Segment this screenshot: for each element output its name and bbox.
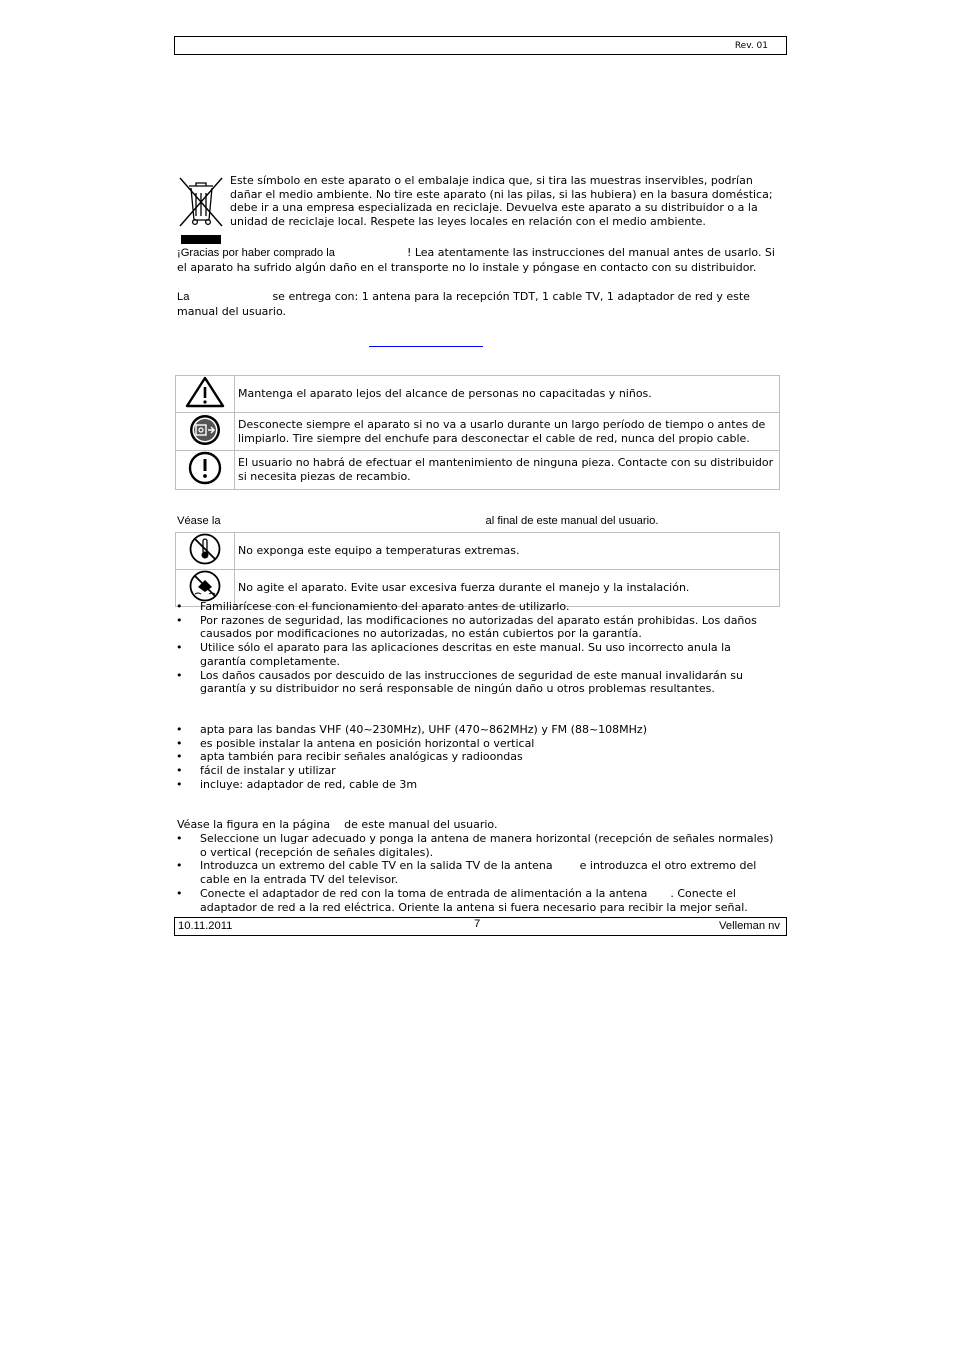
table-row xyxy=(176,451,780,490)
delivery-text-pre: La xyxy=(177,291,190,303)
environment-text: No exponga este equipo a temperaturas extremas. xyxy=(235,533,780,570)
features-list xyxy=(175,723,777,792)
thanks-text-pre: ¡Gracias por haber comprado la xyxy=(177,247,335,259)
page-number: 7 xyxy=(474,918,481,930)
table-row xyxy=(176,413,780,451)
delivery-text-post: se entrega con: 1 antena para la recepción TDT, 1 cable TV, 1 adaptador de red y este manual del usuario. xyxy=(177,290,750,318)
list-item: • apta también para recibir señales analógicas y radioondas xyxy=(175,750,777,764)
install-step-3-pre: Conecte el adaptador de red con la toma de entrada de alimentación a la antena xyxy=(200,886,648,900)
page-header xyxy=(174,36,787,55)
list-item: • Familiarícese con el funcionamiento del aparato antes de utilizarlo. xyxy=(175,600,777,614)
list-item: • incluye: adaptador de red, cable de 3m xyxy=(175,778,777,792)
safety-text: Mantenga el aparato lejos del alcance de personas no capacitadas y niños. xyxy=(235,376,780,413)
delivery-paragraph xyxy=(177,290,779,319)
list-item: • es posible instalar la antena en posición horizontal o vertical xyxy=(175,737,777,751)
no-extreme-temperature-icon xyxy=(189,550,221,569)
warning-triangle-icon xyxy=(185,393,225,412)
general-guidelines-list xyxy=(175,600,777,696)
environment-table xyxy=(175,532,780,607)
list-item: • Los daños causados por descuido de las instrucciones de seguridad de este manual invalidarán su garantía y su distribuidor no será responsable de ningún daño u otros problemas resultantes. xyxy=(175,669,777,696)
list-item: • Seleccione un lugar adecuado y ponga la antena de manera horizontal (recepción de señales normales) o vertical (recepción de señales digitales). xyxy=(175,832,777,859)
list-item: • Por razones de seguridad, las modificaciones no autorizadas del aparato están prohibidas. Los daños causados por modificaciones no autorizadas, no están cubiertos por la garantía. xyxy=(175,614,777,641)
install-ref-post: de este manual del usuario. xyxy=(344,818,498,831)
installation-list xyxy=(175,832,777,914)
website-link-underline[interactable] xyxy=(369,346,483,347)
list-item: • fácil de instalar y utilizar xyxy=(175,764,777,778)
install-reference xyxy=(177,818,779,832)
safety-text: Desconecte siempre el aparato si no va a usarlo durante un largo período de tiempo o antes de limpiarlo. Tire siempre del enchufe para desconectar el cable de red, nunca del propio cable. xyxy=(235,413,780,451)
safety-table xyxy=(175,375,780,490)
table-row xyxy=(176,376,780,413)
footer-date: 10.11.2011 xyxy=(178,920,233,932)
install-step-2-post: e introduzca el otro extremo del cable en la entrada TV del televisor. xyxy=(200,859,757,887)
thanks-paragraph xyxy=(177,246,779,275)
install-ref-pre: Véase la figura en la página xyxy=(177,818,331,831)
exclamation-circle-icon xyxy=(188,470,222,489)
list-item: • Utilice sólo el aparato para las aplicaciones descritas en este manual. Su uso incorrecto anula la garantía completamente. xyxy=(175,641,777,668)
footer-company: Velleman nv xyxy=(719,920,780,932)
weee-bin-icon xyxy=(178,174,224,246)
environment-text: No agite el aparato. Evite usar excesiva fuerza durante el manejo y la instalación. xyxy=(235,570,780,607)
install-step-2-pre: Introduzca un extremo del cable TV en la salida TV de la antena xyxy=(200,859,553,873)
table-row xyxy=(176,533,780,570)
guidelines-text-pre: Véase la xyxy=(177,515,221,527)
install-step-3-post: . Conecte el adaptador de red a la red eléctrica. Oriente la antena si fuera necesario para recibir la mejor señal. xyxy=(200,886,748,914)
list-item xyxy=(175,887,777,914)
unplug-icon xyxy=(189,431,221,450)
weee-notice-text: Este símbolo en este aparato o el embalaje indica que, si tira las muestras inservibles, podrían dañar el medio ambiente. No tire este aparato (ni las pilas, si las hubiera) en la basura doméstica; debe ir a una empresa especializada en reciclaje. Devuelva este aparato a su distribuidor o a la unidad de reciclaje local. Respete las leyes locales en relación con el medio ambiente. xyxy=(230,174,773,229)
page-footer xyxy=(174,917,787,936)
safety-text: El usuario no habrá de efectuar el mantenimiento de ninguna pieza. Contacte con su distribuidor si necesita piezas de recambio. xyxy=(235,451,780,490)
list-item xyxy=(175,859,777,886)
guidelines-reference xyxy=(177,515,779,529)
list-item: • apta para las bandas VHF (40~230MHz), UHF (470~862MHz) y FM (88~108MHz) xyxy=(175,723,777,737)
thanks-text-post: ! Lea atentamente las instrucciones del manual antes de usarlo. Si el aparato ha sufrido algún daño en el transporte no lo instale y póngase en contacto con su distribuidor. xyxy=(177,246,775,274)
guidelines-text-post: al final de este manual del usuario. xyxy=(485,515,659,527)
revision-label: Rev. 01 xyxy=(734,41,768,51)
